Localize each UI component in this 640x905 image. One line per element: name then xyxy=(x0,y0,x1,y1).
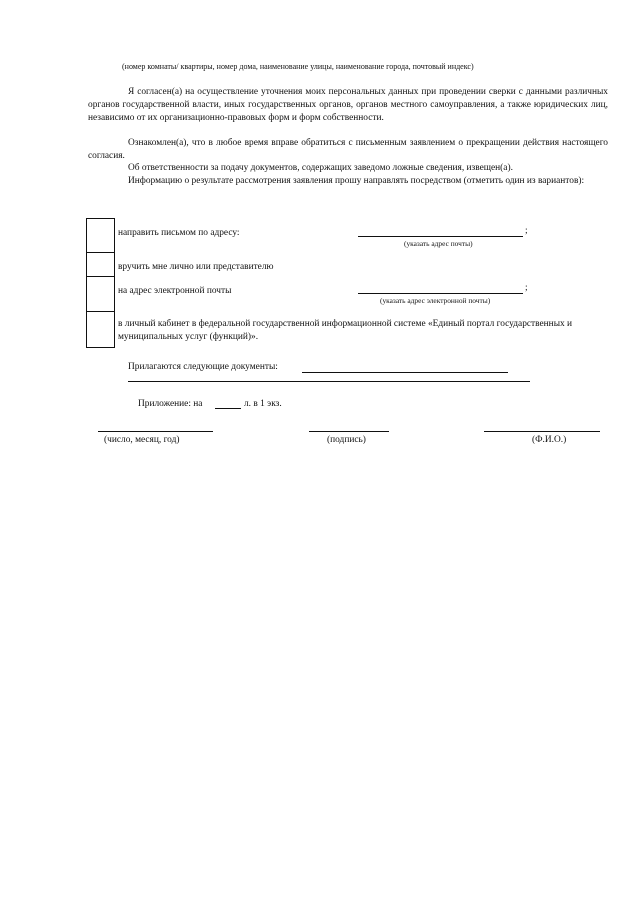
postal-address-caption: (указать адрес почты) xyxy=(404,239,473,248)
email-line-end: ; xyxy=(525,283,528,293)
date-caption: (число, месяц, год) xyxy=(104,435,180,445)
full-name-caption: (Ф.И.О.) xyxy=(532,435,567,445)
full-name-line[interactable] xyxy=(484,431,600,432)
email-address-line[interactable] xyxy=(358,293,523,294)
option-email-label: на адрес электронной почты xyxy=(118,286,232,296)
checkbox-letter[interactable] xyxy=(86,218,115,254)
appendix-pages-line[interactable] xyxy=(215,408,241,409)
appendix-prefix: Приложение: на xyxy=(138,399,203,409)
checkbox-in-person[interactable] xyxy=(86,252,115,278)
option-in-person-label: вручить мне лично или представителю xyxy=(118,262,274,272)
postal-address-line[interactable] xyxy=(358,236,523,237)
attached-docs-line-2[interactable] xyxy=(128,381,530,382)
email-address-caption: (указать адрес электронной почты) xyxy=(380,296,491,305)
option-cabinet-label: в личный кабинет в федеральной государственной информационной системе «Единый портал государственных и муниципальных услуг (функций)». xyxy=(118,319,573,342)
delivery-method-paragraph: Информацию о результате рассмотрения заявления прошу направлять посредством (отметить один из вариантов): xyxy=(128,176,585,186)
option-letter-label: направить письмом по адресу: xyxy=(118,228,240,238)
responsibility-paragraph: Об ответственности за подачу документов, содержащих заведомо ложные сведения, извещен(а). xyxy=(128,163,513,173)
appendix-suffix: л. в 1 экз. xyxy=(244,399,282,409)
signature-caption: (подпись) xyxy=(327,435,366,445)
date-line[interactable] xyxy=(98,431,213,432)
attached-docs-line[interactable] xyxy=(302,372,508,373)
checkbox-email[interactable] xyxy=(86,276,115,313)
acknowledged-paragraph: Ознакомлен(а), что в любое время вправе обратиться с письменным заявлением о прекращении действия настоящего согласия. xyxy=(88,138,608,161)
signature-line[interactable] xyxy=(309,431,389,432)
checkbox-personal-cabinet[interactable] xyxy=(86,311,115,348)
consent-paragraph: Я согласен(а) на осуществление уточнения моих персональных данных при проведении сверки с данными различных органов государственной власти, иных государственных органов, органов местного самоуправления, а также юридических лиц, независимо от их организационно-правовых форм и форм собственности. xyxy=(88,87,608,123)
letter-line-end: ; xyxy=(525,226,528,236)
address-format-note: (номер комнаты/ квартиры, номер дома, наименование улицы, наименование города, почтовый индекс) xyxy=(122,62,474,71)
attached-docs-label: Прилагаются следующие документы: xyxy=(128,362,278,372)
